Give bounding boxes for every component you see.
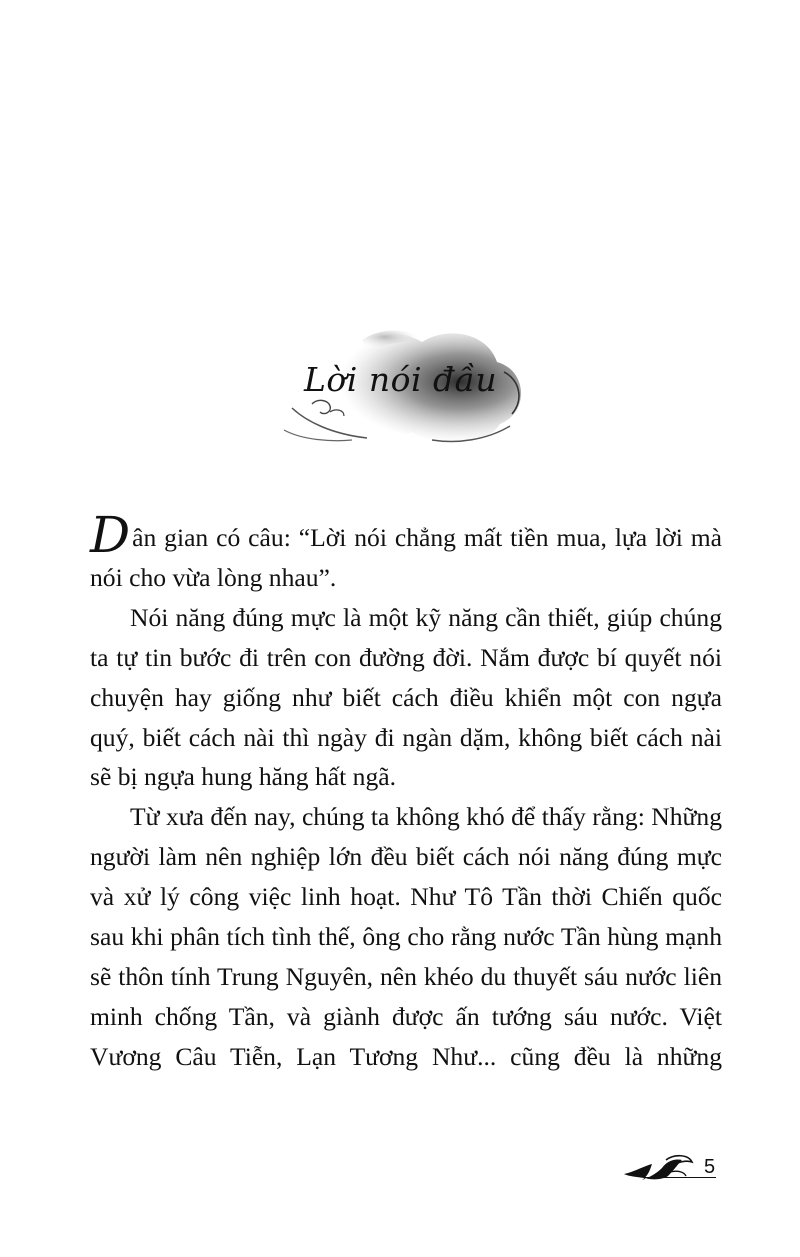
heading-block (272, 322, 532, 452)
page-title: Lời nói đầu (304, 360, 498, 399)
page-number: 5 (704, 1156, 716, 1178)
bird-ornament-icon (622, 1154, 702, 1184)
drop-initial: D (90, 506, 131, 564)
paragraph-1 (90, 506, 722, 598)
page-footer (600, 1150, 730, 1190)
paragraph-1-text: ân gian có câu: “Lời nói chẳng mất tiền mua, lựa lời mà nói cho vừa lòng nhau”. (90, 523, 722, 592)
paragraph-2: Nói năng đúng mực là một kỹ năng cần thiết, giúp chúng ta tự tin bước đi trên con đường đời. Nắm được bí quyết nói chuyện hay giống như biết cách điều khiển một con ngựa quý, biết cách nài thì ngày đi ngàn dặm, không biết cách nài sẽ bị ngựa hung hăng hất ngã. (90, 602, 722, 792)
body-text (90, 506, 722, 1077)
paragraph-3: Từ xưa đến nay, chúng ta không khó để thấy rằng: Những người làm nên nghiệp lớn đều biết cách nói năng đúng mực và xử lý công việc linh hoạt. Như Tô Tần thời Chiến quốc sau khi phân tích tình thế, ông cho rằng nước Tần hùng mạnh sẽ thôn tính Trung Nguyên, nên khéo du thuyết sáu nước liên minh chống Tần, và giành được ấn tướng sáu nước. Việt Vương Câu Tiễn, Lạn Tương Như... cũng đều là những (90, 802, 722, 1071)
